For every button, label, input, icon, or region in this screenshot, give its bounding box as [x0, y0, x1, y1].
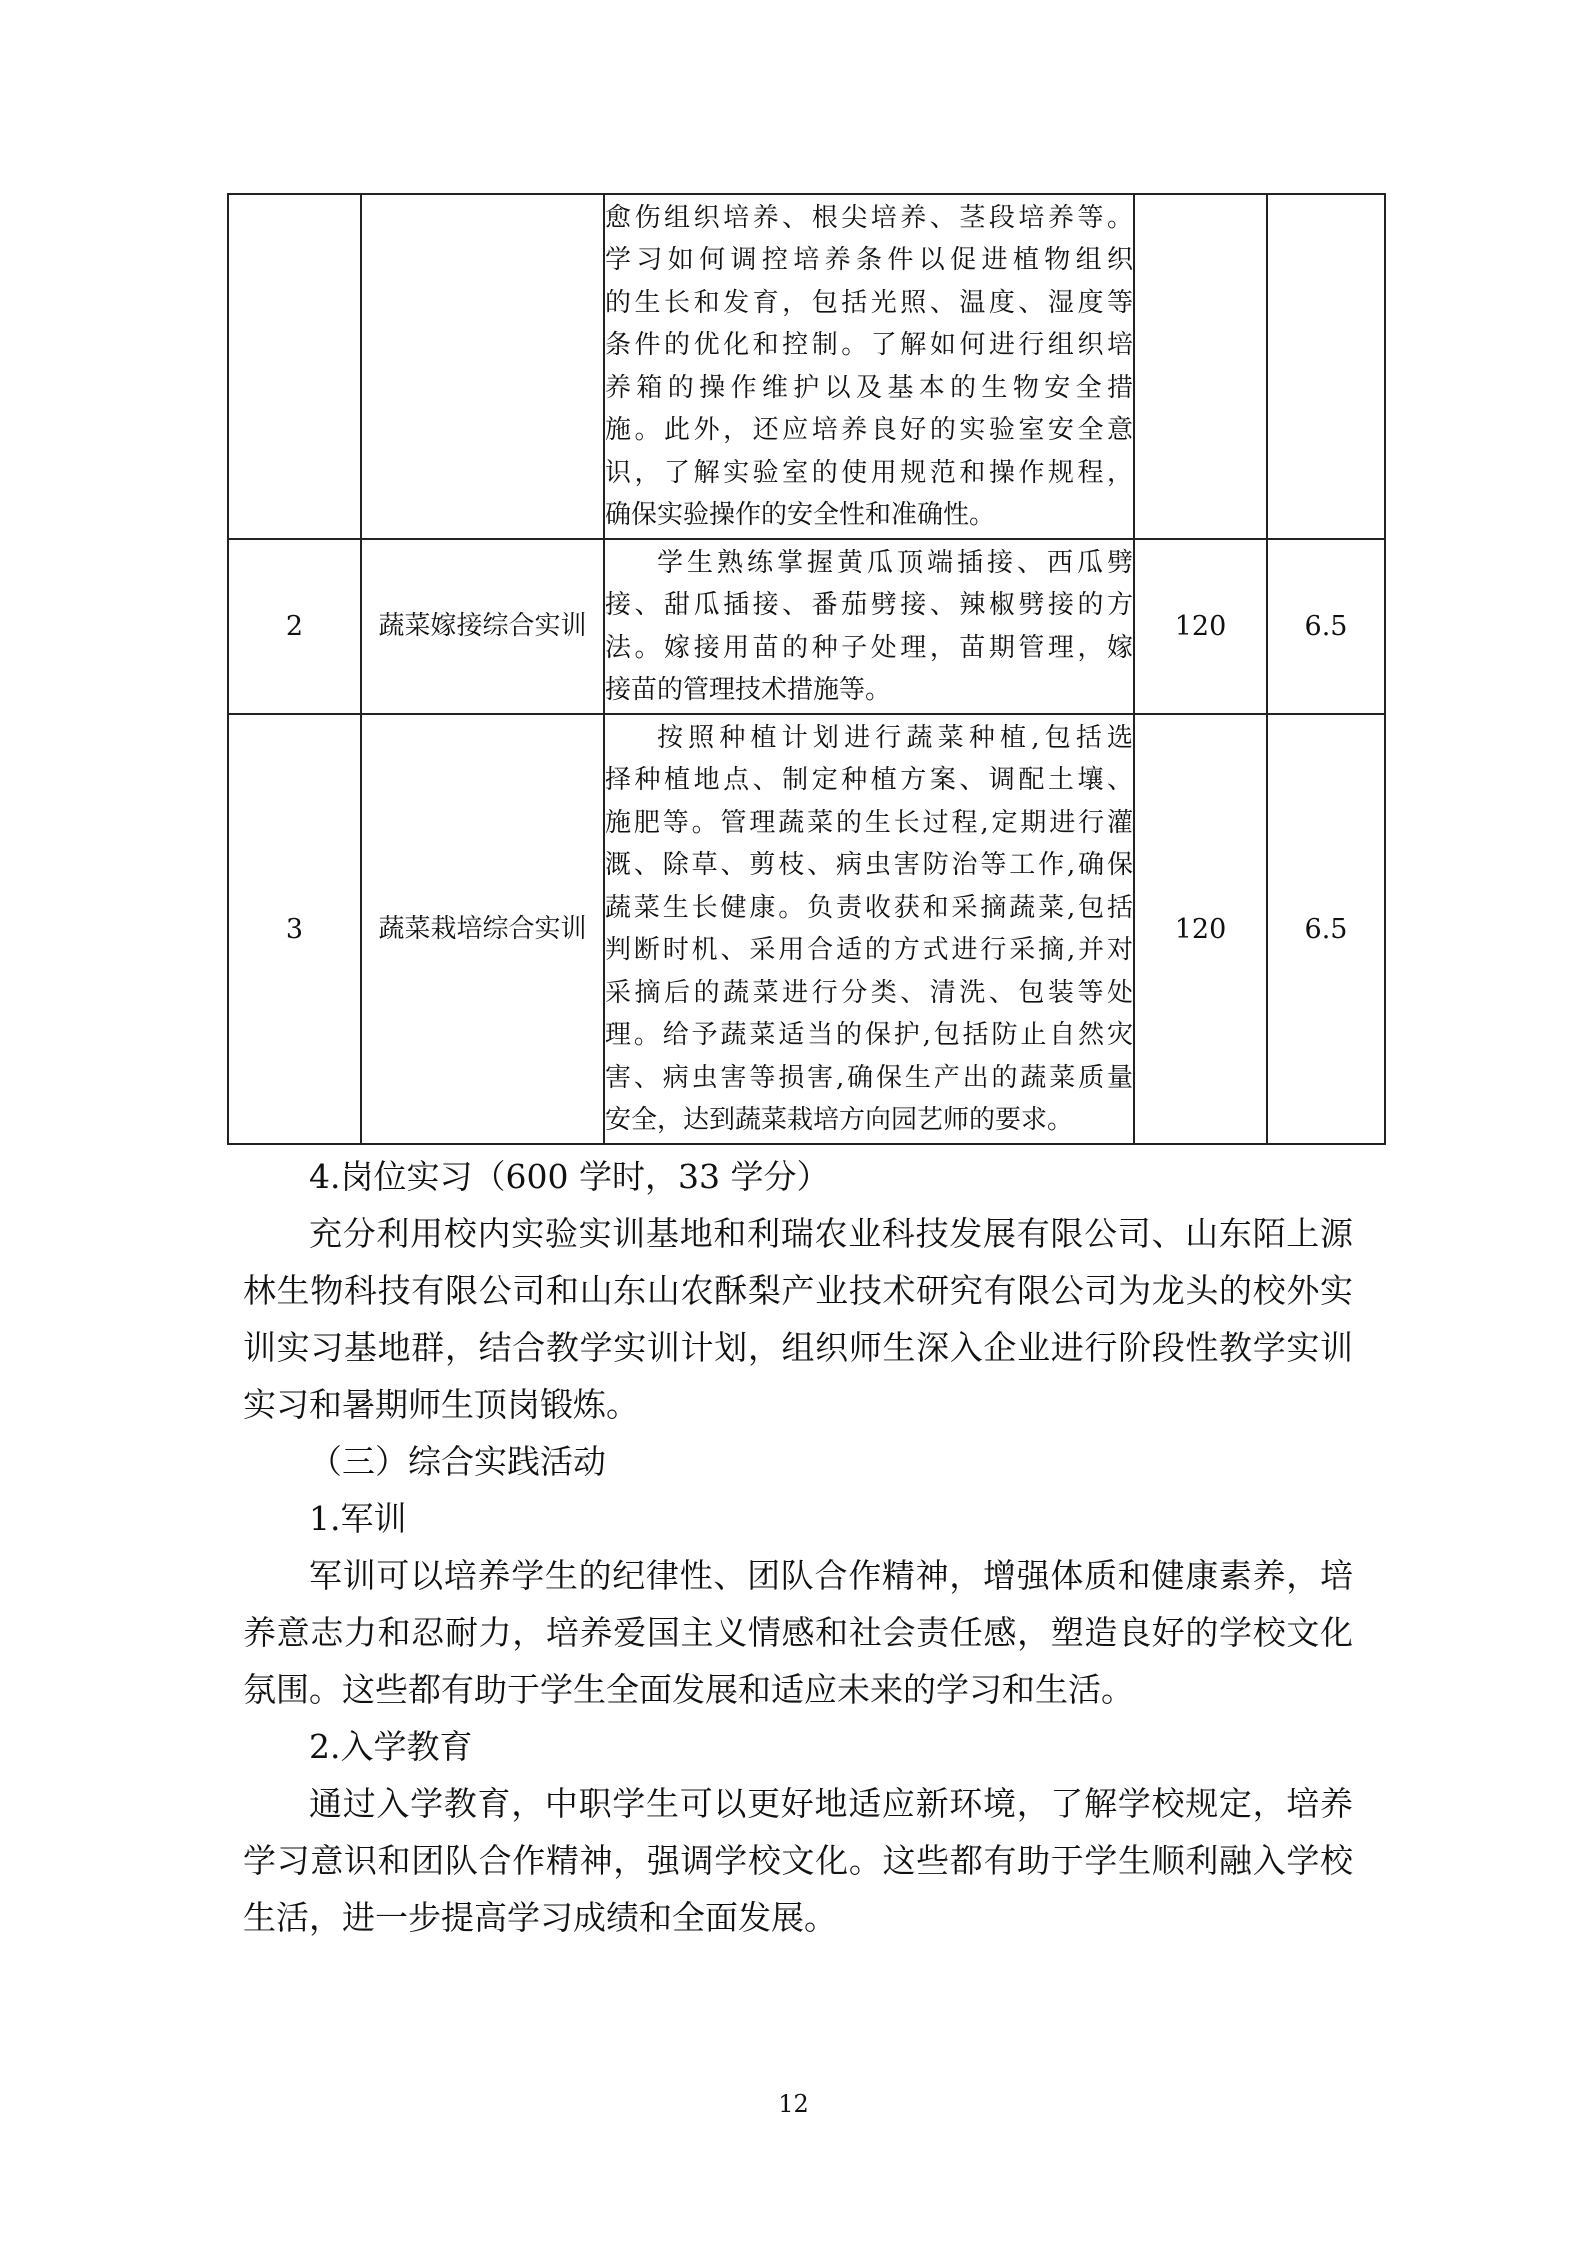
description-line: 学习如何调控培养条件以促进植物组织 [605, 245, 1133, 275]
description-line: 采摘后的蔬菜进行分类、清洗、包装等处 [605, 977, 1133, 1008]
description-line: 按照种植计划进行蔬菜种植,包括选 [657, 722, 1133, 753]
course-description [604, 539, 1134, 714]
description-line: 的生长和发育，包括光照、温度、湿度等 [605, 287, 1133, 318]
hours-cell: 120 [1134, 539, 1267, 714]
row-number: 3 [228, 714, 361, 1144]
course-description [604, 714, 1134, 1144]
description-line: 接、甜瓜插接、番茄劈接、辣椒劈接的方 [605, 590, 1133, 620]
description-line: 溉、除草、剪枝、病虫害防治等工作,确保 [605, 850, 1133, 880]
hours-cell: 120 [1134, 714, 1267, 1144]
table-row [228, 194, 1385, 539]
page-number: 12 [778, 2090, 809, 2118]
description-line: 安全，达到蔬菜栽培方向园艺师的要求。 [605, 1105, 1074, 1135]
description-line: 判断时机、采用合适的方式进行采摘,并对 [605, 935, 1133, 965]
description-line: 愈伤组织培养、根尖培养、茎段培养等。 [605, 202, 1133, 233]
course-name [361, 194, 604, 539]
enrollment-education-paragraph: 通过入学教育，中职学生可以更好地适应新环境，了解学校规定，培养学习意识和团队合作精神，强调学校文化。这些都有助于学生顺利融入学校生活，进一步提高学习成绩和全面发展。 [243, 1784, 1353, 1937]
description-line: 养箱的操作维护以及基本的生物安全措 [605, 372, 1133, 403]
description-line: 接苗的管理技术措施等。 [605, 675, 892, 705]
credit-cell: 6.5 [1267, 714, 1385, 1144]
row-number: 2 [228, 539, 361, 714]
description-line: 条件的优化和控制。了解如何进行组织培 [605, 330, 1133, 360]
description-line: 学生熟练掌握黄瓜顶端插接、西瓜劈 [657, 547, 1133, 578]
hours-cell [1134, 194, 1267, 539]
description-line: 法。嫁接用苗的种子处理，苗期管理，嫁 [605, 632, 1133, 663]
practical-training-table [227, 193, 1386, 1145]
table-row [228, 714, 1385, 1144]
description-line: 识，了解实验室的使用规范和操作规程， [605, 457, 1133, 488]
course-name: 蔬菜嫁接综合实训 [361, 539, 604, 714]
activities-heading: （三）综合实践活动 [309, 1442, 606, 1481]
enrollment-education-heading: 2.入学教育 [309, 1727, 473, 1766]
row-number [228, 194, 361, 539]
internship-paragraph: 充分利用校内实验实训基地和利瑞农业科技发展有限公司、山东陌上源林生物科技有限公司和山东山农酥梨产业技术研究有限公司为龙头的校外实训实习基地群，结合教学实训计划，组织师生深入企业进行阶段性教学实训实习和暑期师生顶岗锻炼。 [243, 1214, 1353, 1424]
course-description [604, 194, 1134, 539]
table-row [228, 539, 1385, 714]
credit-cell: 6.5 [1267, 539, 1385, 714]
military-training-paragraph: 军训可以培养学生的纪律性、团队合作精神，增强体质和健康素养，培养意志力和忍耐力，培养爱国主义情感和社会责任感，塑造良好的学校文化氛围。这些都有助于学生全面发展和适应未来的学习和生活。 [243, 1556, 1353, 1709]
description-line: 确保实验操作的安全性和准确性。 [605, 500, 996, 530]
military-training-heading: 1.军训 [309, 1499, 407, 1538]
description-line: 蔬菜生长健康。负责收获和采摘蔬菜,包括 [605, 892, 1133, 923]
internship-heading: 4.岗位实习（600 学时，33 学分） [309, 1157, 830, 1196]
description-line: 施。此外，还应培养良好的实验室安全意 [605, 415, 1133, 445]
course-name: 蔬菜栽培综合实训 [361, 714, 604, 1144]
description-line: 理。给予蔬菜适当的保护,包括防止自然灾 [605, 1020, 1133, 1050]
body-text [243, 1148, 1353, 1946]
description-line: 施肥等。管理蔬菜的生长过程,定期进行灌 [605, 807, 1133, 838]
credit-cell [1267, 194, 1385, 539]
description-line: 害、病虫害等损害,确保生产出的蔬菜质量 [605, 1062, 1133, 1093]
description-line: 择种植地点、制定种植方案、调配土壤、 [605, 765, 1133, 795]
